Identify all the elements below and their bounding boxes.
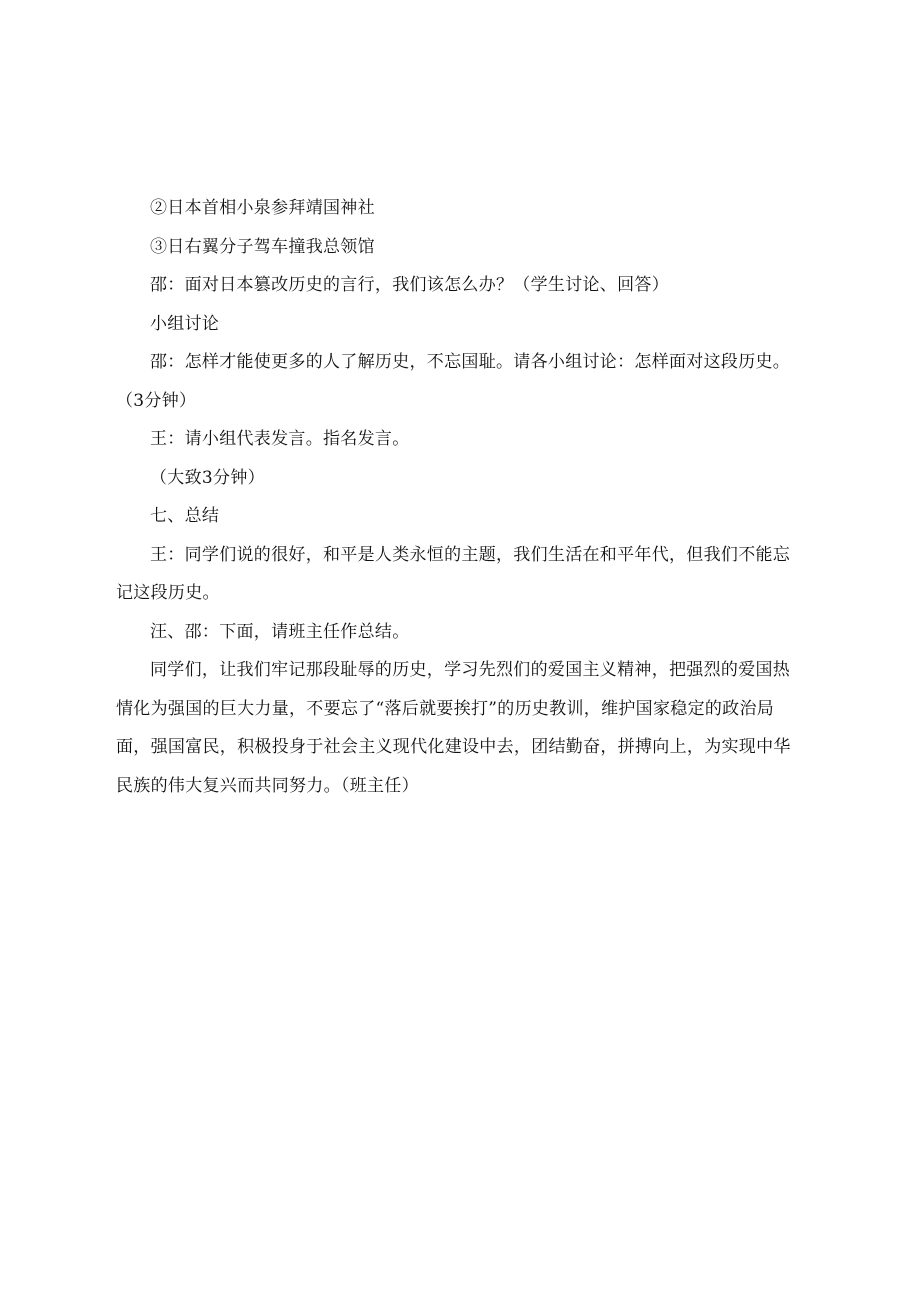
time-note: （大致3分钟）: [150, 467, 265, 488]
list-item-consulate: ③日右翼分子驾车撞我总领馆: [150, 236, 375, 257]
section-label-group-discussion: 小组讨论: [150, 313, 220, 334]
list-item-yasukuni: ②日本首相小泉参拜靖国神社: [150, 198, 375, 218]
document-body: [116, 189, 806, 805]
dialogue-invite-teacher: 汪、邵：下面，请班主任作总结。: [150, 621, 410, 642]
dialogue-discussion-prompt: 邵：怎样才能使更多的人了解历史，不忘国耻。请各小组讨论：怎样面对这段历史。（3分钟）: [116, 352, 791, 411]
closing-summary: 同学们，让我们牢记那段耻辱的历史，学习先烈们的爱国主义精神，把强烈的爱国热情化为强国的巨大力量，不要忘了“落后就要挨打”的历史教训，维护国家稳定的政治局面，强国富民，积极投身于社会主义现代化建设中去，团结勤奋，拼搏向上，为实现中华民族的伟大复兴而共同努力。（班主任）: [116, 660, 791, 796]
section-heading-summary: 七、总结: [150, 506, 220, 526]
dialogue-peace-theme: 王：同学们说的很好，和平是人类永恒的主题，我们生活在和平年代，但我们不能忘记这段历史。: [116, 544, 791, 603]
dialogue-representatives: 王：请小组代表发言。指名发言。: [150, 429, 410, 449]
dialogue-question: 邵：面对日本篡改历史的言行，我们该怎么办？（学生讨论、回答）: [150, 275, 669, 295]
